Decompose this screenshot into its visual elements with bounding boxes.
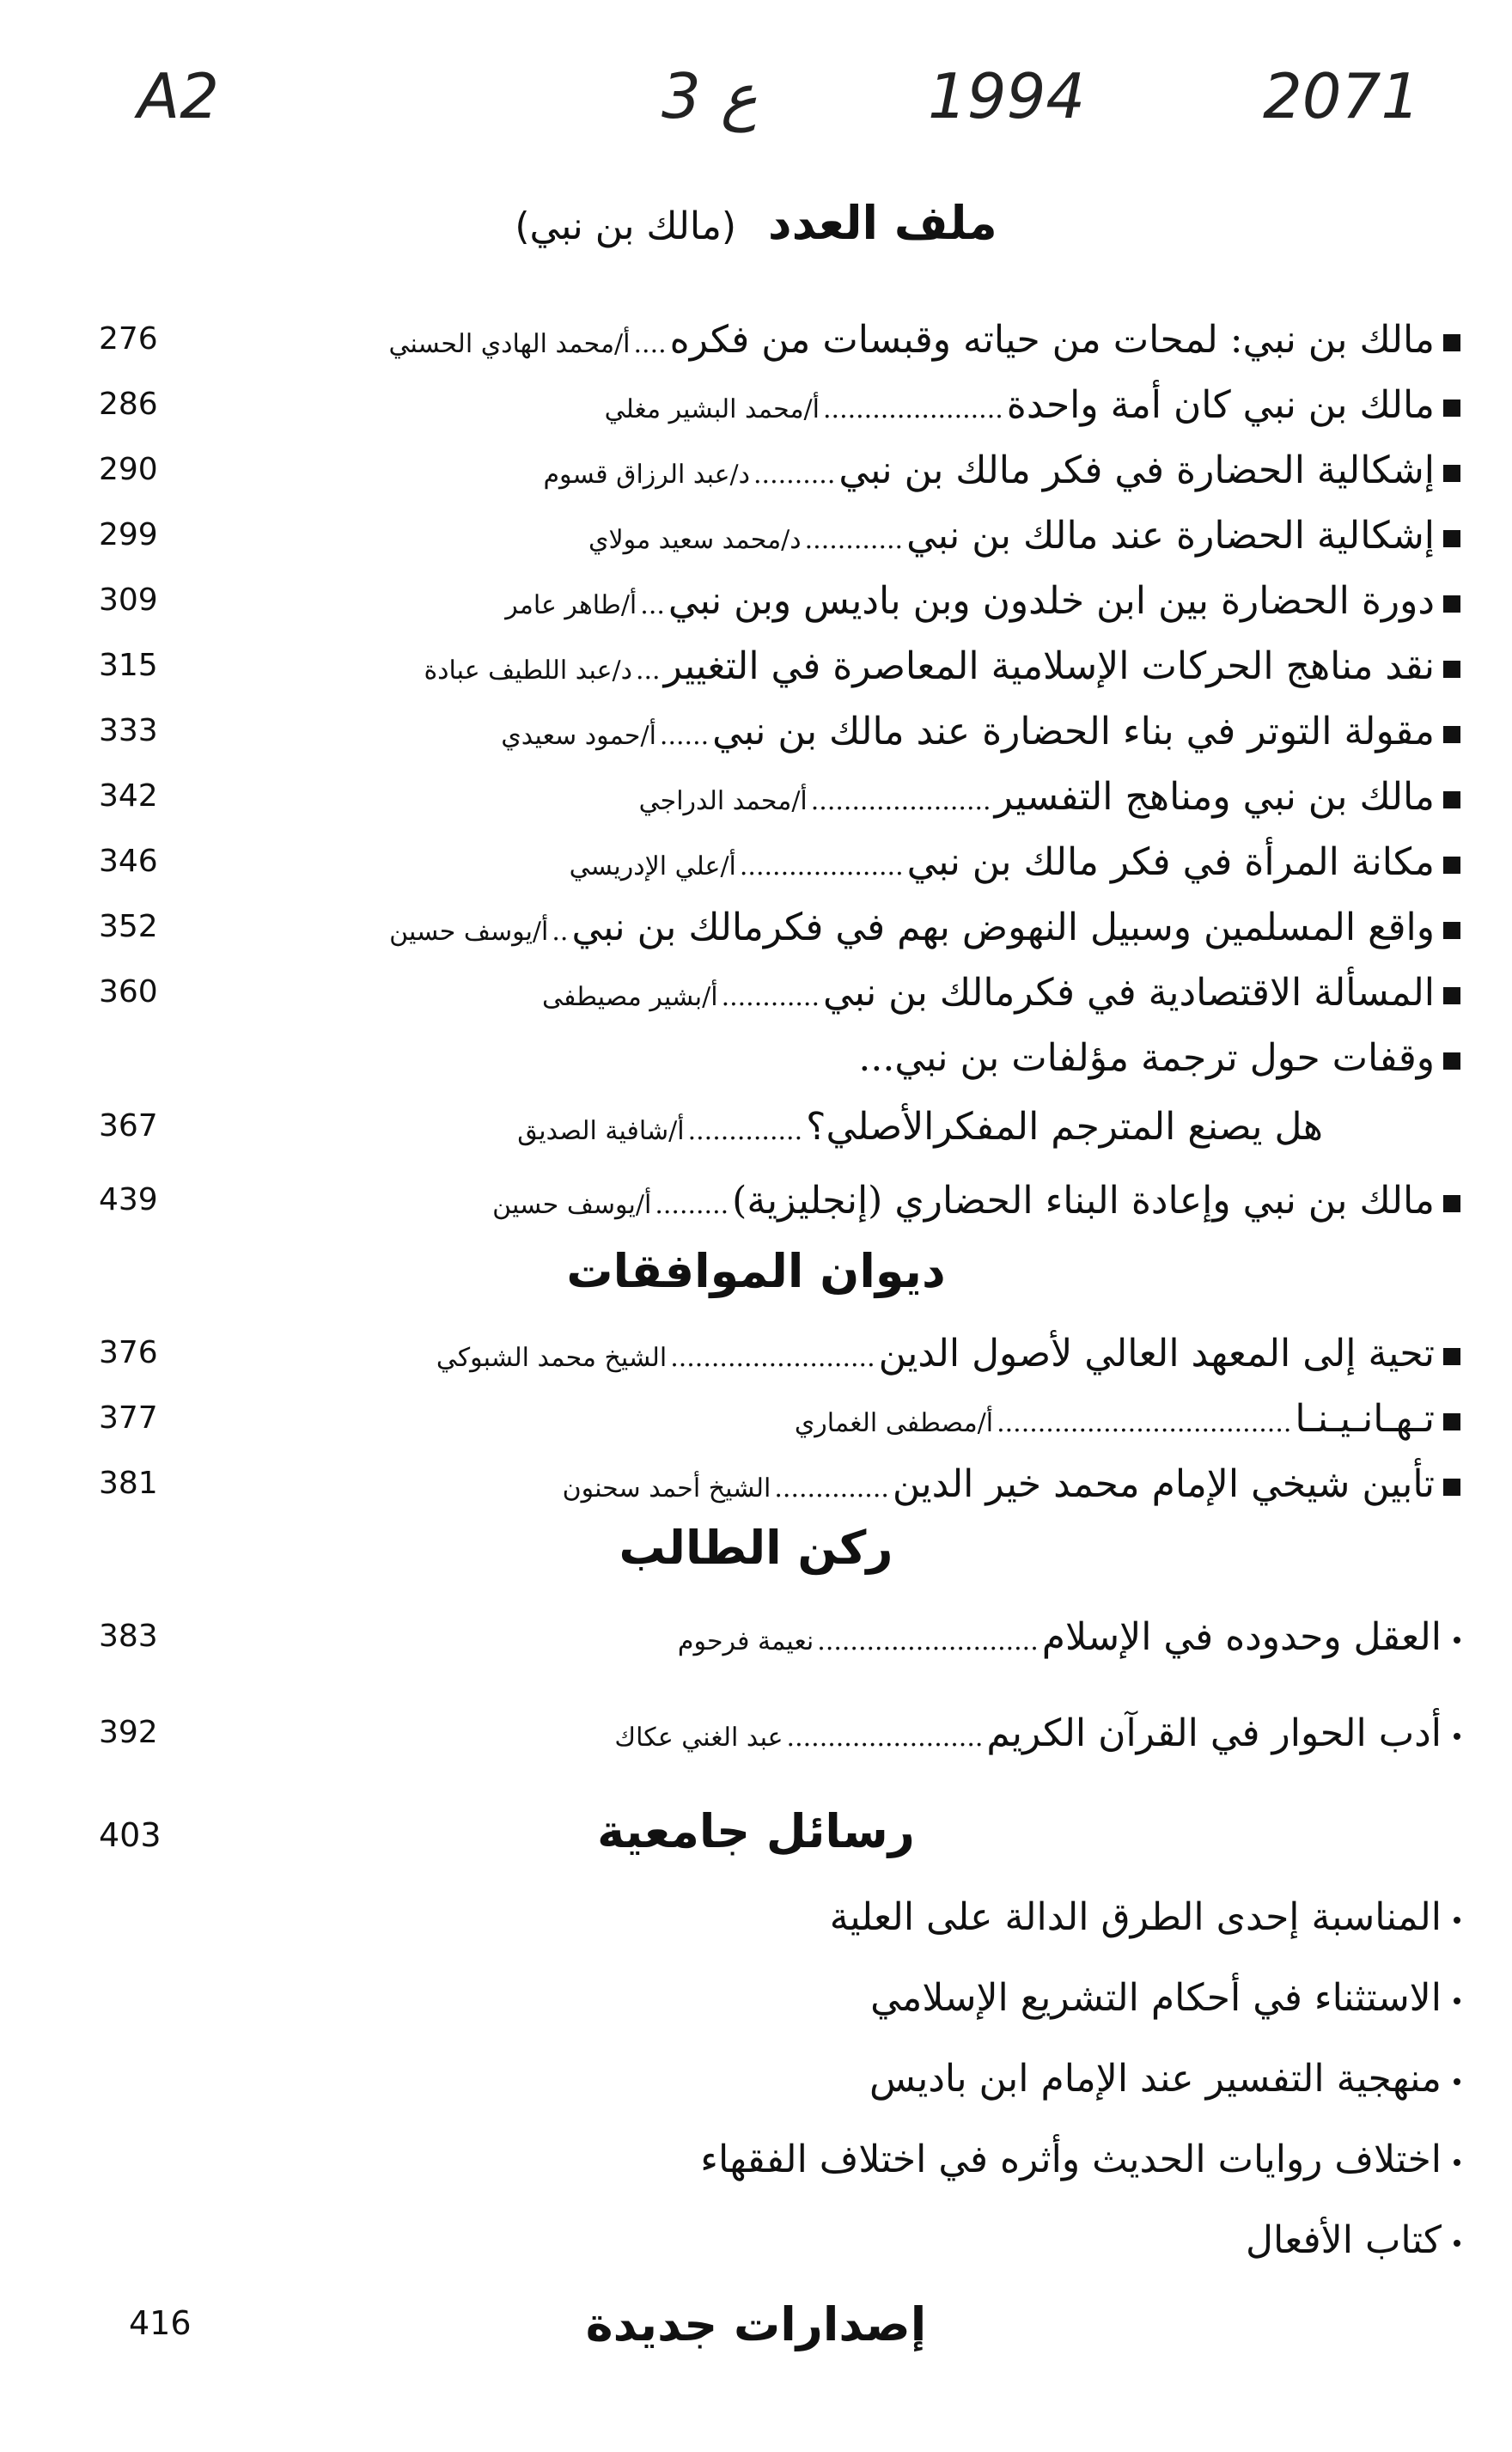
dot-bullet-icon: [1454, 1998, 1460, 2004]
handwritten-issue: 3 ع: [662, 60, 758, 132]
entry-title: أدب الحوار في القرآن الكريم: [986, 1711, 1442, 1755]
entry-title: نقد مناهج الحركات الإسلامية المعاصرة في التغيير: [663, 644, 1435, 688]
entry-author: نعيمة فرحوم: [677, 1626, 814, 1656]
toc-entry[interactable]: 383 العقل وحدوده في الإسلام...........................نعيمة فرحوم: [82, 1607, 1460, 1668]
page-number: 439: [99, 1182, 158, 1217]
page-number: 377: [99, 1400, 158, 1436]
entry-author: أ/محمد الهادي الحسني: [388, 329, 631, 359]
list-item[interactable]: [82, 2129, 1460, 2191]
thesis-title: الاستثناء في أحكام التشريع الإسلامي: [870, 1976, 1442, 2020]
entry-author: أ/محمد الدراجي: [638, 786, 808, 816]
entry-title: العقل وحدوده في الإسلام: [1041, 1615, 1442, 1659]
entry-author: أ/يوسف حسين: [389, 917, 549, 947]
toc-entry[interactable]: 342 مالك بن نبي ومناهج التفسير......................أ/محمد الدراجي: [82, 766, 1460, 828]
list-item[interactable]: [82, 1967, 1460, 2029]
page-number: 376: [99, 1335, 158, 1370]
dossier-heading: [0, 196, 1512, 250]
toc-entry[interactable]: 346 مكانة المرأة في فكر مالك بن نبي....................أ/علي الإدريسي: [82, 832, 1460, 894]
dot-bullet-icon: [1454, 2078, 1460, 2085]
page-number: 392: [99, 1715, 158, 1750]
toc-entry[interactable]: [82, 1028, 1460, 1089]
toc-entry-sub[interactable]: 367 هل يصنع المترجم المفكرالأصلي؟..............أ/شافية الصديق: [99, 1105, 1323, 1149]
entry-author: د/عبد الرزاق قسوم: [543, 460, 751, 490]
square-bullet-icon: [1443, 595, 1460, 613]
dot-bullet-icon: [1454, 2240, 1460, 2247]
entry-author: أ/شافية الصديق: [517, 1116, 685, 1146]
entry-author: د/عبد اللطيف عبادة: [424, 656, 632, 686]
entry-author: عبد الغني عكاك: [614, 1723, 783, 1753]
dossier-title: ملف العدد: [767, 196, 997, 250]
entry-author: الشيخ أحمد سحنون: [562, 1473, 771, 1504]
thesis-title: منهجية التفسير عند الإمام ابن باديس: [869, 2057, 1442, 2101]
toc-entry[interactable]: 392 أدب الحوار في القرآن الكريم........................عبد الغني عكاك: [82, 1703, 1460, 1765]
square-bullet-icon: [1443, 1413, 1460, 1430]
entry-title: مالك بن نبي: لمحات من حياته وقبسات من فكره: [669, 318, 1435, 362]
entry-title: تـهـانـيـنـا: [1295, 1397, 1435, 1441]
thesis-title: اختلاف روايات الحديث وأثره في اختلاف الفقهاء: [700, 2138, 1442, 2181]
square-bullet-icon: [1443, 1052, 1460, 1070]
list-item[interactable]: [82, 2048, 1460, 2110]
page-number: 342: [99, 778, 158, 814]
theses-heading: رسائل جامعية: [597, 1804, 915, 1858]
entry-title: المسألة الاقتصادية في فكرمالك بن نبي: [823, 971, 1435, 1015]
entry-title: تأبين شيخي الإمام محمد خير الدين: [892, 1462, 1435, 1506]
page-number: 381: [99, 1466, 158, 1501]
page-number: 286: [99, 387, 158, 422]
new-releases-heading: إصدارات جديدة: [585, 2297, 927, 2351]
entry-author: د/محمد سعيد مولاي: [588, 525, 802, 555]
page-number: 315: [99, 648, 158, 683]
dot-bullet-icon: [1454, 1733, 1460, 1740]
page-number: 346: [99, 844, 158, 879]
student-heading: ركن الطالب: [619, 1521, 893, 1575]
theses-page-number: 403: [99, 1816, 162, 1854]
toc-entry[interactable]: 376 تحية إلى المعهد العالي لأصول الدين.........................الشيخ محمد الشبوكي: [82, 1323, 1460, 1385]
toc-entry[interactable]: 360 المسألة الاقتصادية في فكرمالك بن نبي............أ/بشير مصيطفى: [82, 962, 1460, 1024]
entry-title: إشكالية الحضارة عند مالك بن نبي: [906, 514, 1435, 558]
square-bullet-icon: [1443, 1195, 1460, 1212]
square-bullet-icon: [1443, 465, 1460, 482]
entry-title: مالك بن نبي وإعادة البناء الحضاري (إنجليزية): [732, 1179, 1435, 1223]
square-bullet-icon: [1443, 400, 1460, 417]
entry-title: مقولة التوتر في بناء الحضارة عند مالك بن نبي: [712, 710, 1435, 753]
entry-author: أ/بشير مصيطفى: [541, 982, 718, 1012]
entry-title: هل يصنع المترجم المفكرالأصلي؟: [806, 1105, 1323, 1149]
entry-title: إشكالية الحضارة في فكر مالك بن نبي: [838, 448, 1435, 492]
diwan-heading: ديوان الموافقات: [566, 1244, 946, 1298]
page-number: 290: [99, 452, 158, 487]
page-number: 360: [99, 974, 158, 1009]
page-number: 276: [99, 321, 158, 357]
list-item[interactable]: [82, 1887, 1460, 1949]
page-number: 367: [99, 1108, 158, 1144]
toc-entry[interactable]: 333 مقولة التوتر في بناء الحضارة عند مالك بن نبي......أ/حمود سعيدي: [82, 701, 1460, 763]
entry-title: دورة الحضارة بين ابن خلدون وبن باديس وبن نبي: [668, 579, 1435, 623]
toc-entry[interactable]: 276 مالك بن نبي: لمحات من حياته وقبسات من فكره....أ/محمد الهادي الحسني: [82, 309, 1460, 371]
page-number: 352: [99, 909, 158, 944]
toc-entry[interactable]: 309 دورة الحضارة بين ابن خلدون وبن باديس وبن نبي...أ/طاهر عامر: [82, 570, 1460, 632]
entry-author: أ/حمود سعيدي: [501, 721, 656, 751]
toc-entry[interactable]: 299 إشكالية الحضارة عند مالك بن نبي............د/محمد سعيد مولاي: [82, 505, 1460, 567]
new-releases-page-number: 416: [129, 2304, 192, 2342]
dot-bullet-icon: [1454, 2159, 1460, 2166]
toc-entry[interactable]: 377 تـهـانـيـنـا....................................أ/مصطفى الغماري: [82, 1388, 1460, 1450]
square-bullet-icon: [1443, 791, 1460, 808]
toc-entry[interactable]: 381 تأبين شيخي الإمام محمد خير الدين..............الشيخ أحمد سحنون: [82, 1454, 1460, 1516]
handwritten-code: A2: [137, 60, 220, 132]
square-bullet-icon: [1443, 922, 1460, 939]
square-bullet-icon: [1443, 857, 1460, 874]
entry-title: تحية إلى المعهد العالي لأصول الدين: [878, 1332, 1435, 1375]
dot-bullet-icon: [1454, 1637, 1460, 1644]
square-bullet-icon: [1443, 1348, 1460, 1365]
page-number: 309: [99, 583, 158, 618]
page-number: 333: [99, 713, 158, 748]
page-number: 383: [99, 1619, 158, 1654]
thesis-title: كتاب الأفعال: [1246, 2218, 1442, 2262]
toc-entry[interactable]: 352 واقع المسلمين وسبيل النهوض بهم في فكرمالك بن نبي..أ/يوسف حسين: [82, 897, 1460, 959]
square-bullet-icon: [1443, 726, 1460, 743]
entry-author: أ/مصطفى الغماري: [794, 1408, 994, 1438]
entry-title: واقع المسلمين وسبيل النهوض بهم في فكرمالك بن نبي: [571, 906, 1435, 949]
toc-entry[interactable]: 286 مالك بن نبي كان أمة واحدة......................أ/محمد البشير مغلي: [82, 375, 1460, 436]
toc-entry[interactable]: 315 نقد مناهج الحركات الإسلامية المعاصرة في التغيير...د/عبد اللطيف عبادة: [82, 636, 1460, 698]
entry-author: أ/محمد البشير مغلي: [604, 394, 820, 424]
square-bullet-icon: [1443, 987, 1460, 1004]
entry-author: أ/يوسف حسين: [492, 1190, 652, 1220]
thesis-title: المناسبة إحدى الطرق الدالة على العلية: [829, 1895, 1442, 1939]
square-bullet-icon: [1443, 530, 1460, 547]
page-number: 299: [99, 517, 158, 552]
handwritten-year: 1994: [928, 60, 1086, 132]
entry-title: وقفات حول ترجمة مؤلفات بن نبي...: [858, 1036, 1435, 1080]
square-bullet-icon: [1443, 1479, 1460, 1496]
entry-author: أ/طاهر عامر: [505, 590, 637, 620]
handwritten-number: 2071: [1263, 60, 1421, 132]
list-item[interactable]: [82, 2210, 1460, 2272]
toc-entry[interactable]: 439 مالك بن نبي وإعادة البناء الحضاري (إنجليزية).........أ/يوسف حسين: [82, 1170, 1460, 1232]
square-bullet-icon: [1443, 334, 1460, 351]
dot-bullet-icon: [1454, 1917, 1460, 1924]
dossier-subtitle: (مالك بن نبي): [515, 204, 737, 248]
entry-title: مكانة المرأة في فكر مالك بن نبي: [906, 840, 1435, 884]
toc-entry[interactable]: 290 إشكالية الحضارة في فكر مالك بن نبي..........د/عبد الرزاق قسوم: [82, 440, 1460, 502]
entry-title: مالك بن نبي كان أمة واحدة: [1006, 383, 1435, 427]
entry-author: أ/علي الإدريسي: [569, 851, 736, 881]
square-bullet-icon: [1443, 661, 1460, 678]
entry-title: مالك بن نبي ومناهج التفسير: [994, 775, 1435, 819]
entry-author: الشيخ محمد الشبوكي: [436, 1343, 668, 1373]
